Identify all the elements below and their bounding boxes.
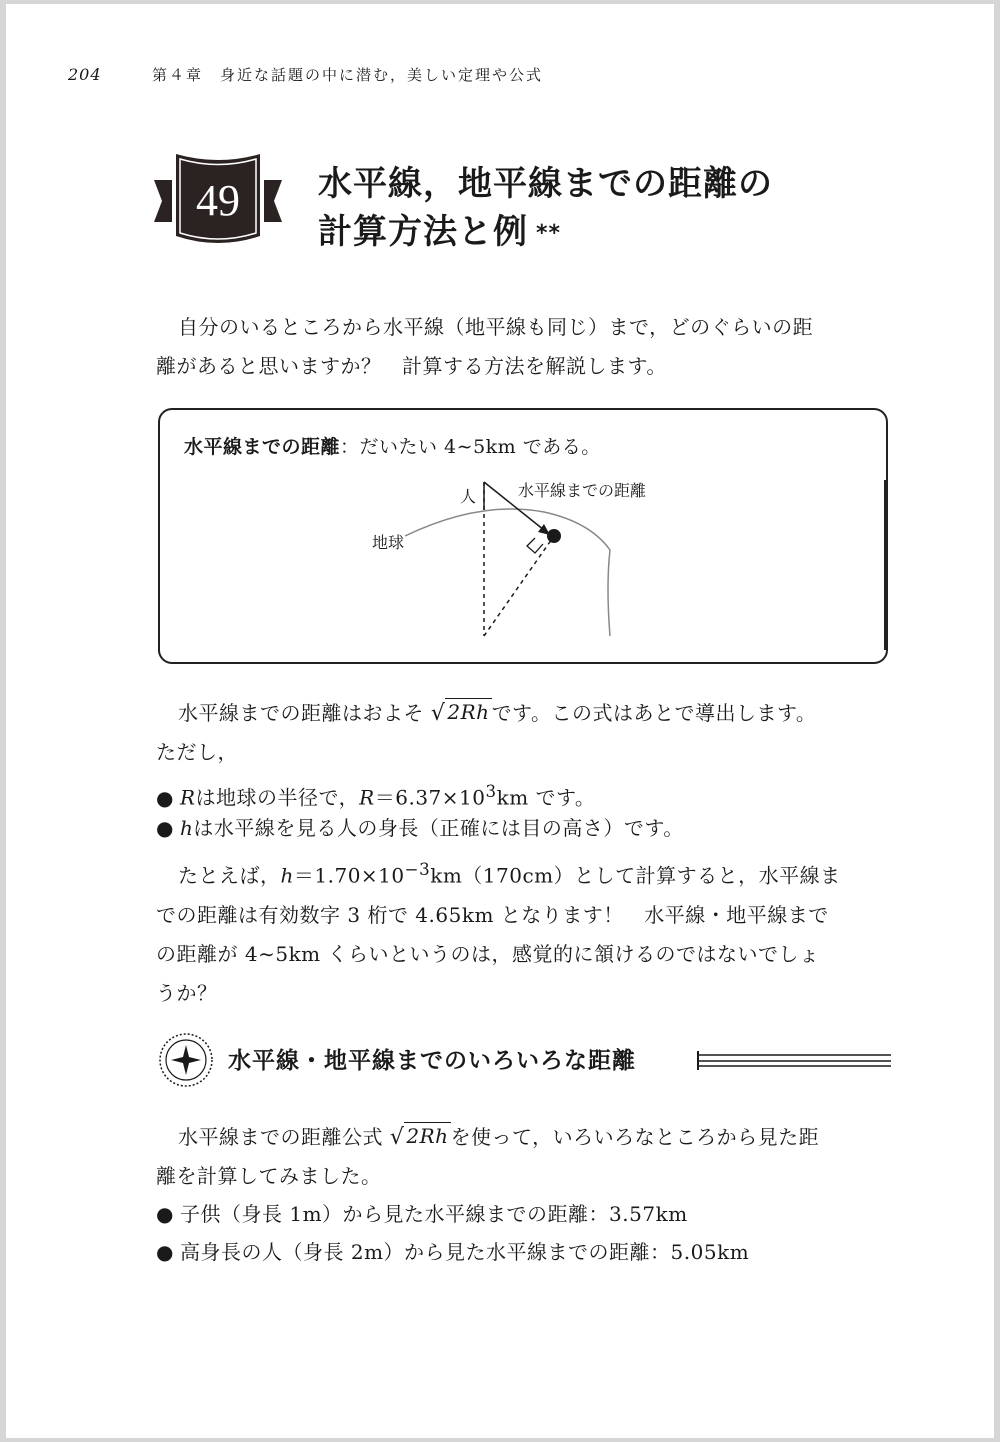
- bullet-text: は地球の半径で，: [195, 785, 360, 810]
- formula-text-after: です。この式はあとで導出します。: [491, 701, 817, 725]
- box-caption-rest: ：だいたい 4∼5km である。: [340, 436, 601, 458]
- sqrt-formula: √ 2Rh: [389, 1124, 449, 1150]
- section-text-before: 水平線までの距離公式: [178, 1125, 383, 1149]
- example-eq: ＝1.70×10: [293, 863, 405, 888]
- label-earth: 地球: [372, 533, 405, 552]
- bullet-text: 子供（身長 1m）から見た水平線までの距離：3.57km: [180, 1202, 688, 1226]
- title-line-1: 水平線，地平線までの距離の: [318, 164, 773, 204]
- page-title: [318, 160, 773, 258]
- page-number: 204: [68, 65, 102, 84]
- earth-arc: [405, 509, 610, 636]
- bullet-text: 高身長の人（身長 2m）から見た水平線までの距離：5.05km: [180, 1240, 750, 1264]
- box-caption-bold: 水平線までの距離: [184, 436, 341, 458]
- title-line-2: 計算方法と例: [318, 212, 528, 252]
- running-head: [68, 64, 543, 85]
- exponent: −3: [404, 860, 431, 879]
- eq-value: ＝6.37×10: [374, 785, 486, 810]
- example-paragraph: [156, 850, 891, 1013]
- example-line-2: での距離は有効数字 3 桁で 4.65km となります！ 水平線・地平線まで: [156, 902, 829, 927]
- var-h: h: [280, 863, 294, 888]
- summary-box: [158, 408, 888, 664]
- unit-text: km です。: [496, 785, 596, 810]
- formula-radicand: 2Rh: [406, 1124, 449, 1148]
- bullet-dot: ●: [156, 1240, 174, 1264]
- right-angle-mark: [527, 538, 543, 553]
- formula-text-before: 水平線までの距離はおよそ: [178, 701, 424, 725]
- var-R: R: [180, 785, 196, 810]
- bullet-item-tall: [156, 1234, 891, 1270]
- formula-paragraph: [156, 694, 891, 772]
- example-line-4: うか？: [156, 980, 218, 1005]
- formula-line-2: ただし，: [156, 740, 238, 764]
- exponent: 3: [485, 782, 497, 801]
- bullet-dot: ●: [156, 1202, 174, 1226]
- example-line-3: の距離が 4∼5km くらいというのは，感覚的に頷けるのではないでしょ: [156, 941, 820, 966]
- example-after: km（170cm）として計算すると，水平線ま: [430, 863, 841, 888]
- horizon-diagram: [160, 410, 886, 662]
- intro-paragraph: [156, 308, 891, 386]
- bullet-dot: ●: [156, 785, 174, 810]
- bullet-text: は水平線を見る人の身長（正確には目の高さ）です。: [193, 816, 684, 840]
- bullet-item-height: [156, 810, 891, 846]
- section-number-badge: [154, 150, 282, 250]
- section-text-after: を使って，いろいろなところから見た距: [450, 1125, 820, 1149]
- eq-var-R: R: [359, 785, 375, 810]
- bullet-dot: ●: [156, 816, 174, 840]
- chapter-title: 第４章 身近な話題の中に潜む，美しい定理や公式: [152, 66, 544, 84]
- difficulty-stars: **: [536, 220, 562, 246]
- intro-line-1: 自分のいるところから水平線（地平線も同じ）まで，どのぐらいの距: [178, 315, 814, 339]
- section-heading: [156, 1028, 891, 1092]
- intro-line-2: 離があると思いますか？ 計算する方法を解説します。: [156, 354, 667, 378]
- sqrt-formula: √ 2Rh: [430, 700, 490, 726]
- var-h: h: [180, 816, 194, 840]
- book-page: [6, 4, 994, 1438]
- example-before: たとえば，: [178, 863, 281, 888]
- radius-to-tangent: [484, 536, 554, 636]
- section-paragraph: [156, 1118, 891, 1196]
- compass-star-icon: [160, 1034, 212, 1086]
- label-person: 人: [460, 487, 477, 506]
- section-number: 49: [196, 175, 240, 225]
- section-title: 水平線・地平線までのいろいろな距離: [228, 1048, 636, 1074]
- bullet-item-child: [156, 1196, 891, 1232]
- formula-radicand: 2Rh: [447, 700, 490, 724]
- label-distance: 水平線までの距離: [518, 481, 647, 500]
- tangent-point: [547, 529, 561, 543]
- section-line-2: 離を計算してみました。: [156, 1164, 382, 1188]
